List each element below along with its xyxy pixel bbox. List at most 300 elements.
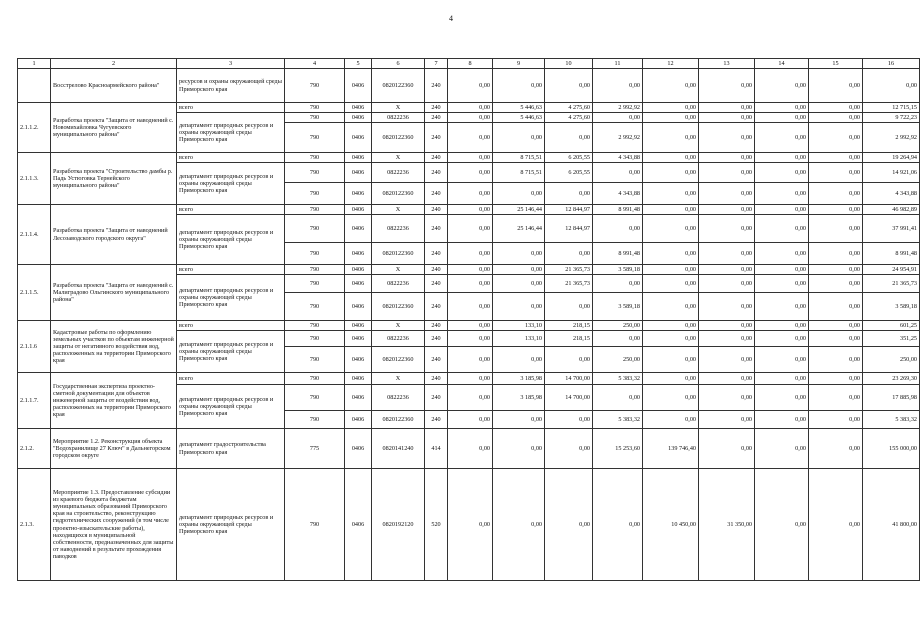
section-code-cell: 0406 xyxy=(345,429,372,469)
table-row xyxy=(18,153,920,163)
amount-cell: 5 446,63 xyxy=(493,103,545,113)
table-row xyxy=(18,373,920,385)
column-number: 16 xyxy=(863,59,920,69)
amount-cell: 0,00 xyxy=(809,113,863,123)
admin-code-cell: 790 xyxy=(285,469,345,581)
amount-cell: 8 715,51 xyxy=(493,163,545,183)
total-label-cell: всего xyxy=(177,265,285,275)
amount-cell: 0,00 xyxy=(643,215,699,243)
section-code-cell: 0406 xyxy=(345,347,372,373)
admin-code-cell: 775 xyxy=(285,429,345,469)
item-code-cell: 2.1.1.3. xyxy=(18,153,51,205)
expense-type-cell: 240 xyxy=(425,183,448,205)
amount-cell: 5 383,32 xyxy=(593,373,643,385)
amount-cell: 0,00 xyxy=(755,163,809,183)
amount-cell: 0,00 xyxy=(809,373,863,385)
amount-cell: 0,00 xyxy=(699,275,755,293)
item-code-cell xyxy=(18,69,51,103)
target-code-cell: 0820122360 xyxy=(372,183,425,205)
target-code-cell: 0820122360 xyxy=(372,411,425,429)
amount-cell: 37 991,41 xyxy=(863,215,920,243)
amount-cell: 0,00 xyxy=(643,113,699,123)
item-name-cell: Мероприятие 1.3. Предоставление субсидии из краевого бюджета бюджетам муниципальных образований Приморского края на строительство, реконструкцию гидротехнических сооружений (в том числе проектно-изыскательские работы), находящихся в муниципальной собственности, предназначенных для защиты от наводнений в результате прохождения паводков xyxy=(51,469,177,581)
amount-cell: 0,00 xyxy=(755,321,809,331)
amount-cell: 0,00 xyxy=(755,429,809,469)
section-code-cell: 0406 xyxy=(345,103,372,113)
amount-cell: 0,00 xyxy=(809,411,863,429)
amount-cell: 0,00 xyxy=(593,113,643,123)
amount-cell: 14 700,00 xyxy=(545,373,593,385)
amount-cell: 0,00 xyxy=(448,275,493,293)
table-row xyxy=(18,205,920,215)
amount-cell: 4 343,88 xyxy=(593,183,643,205)
amount-cell: 8 991,48 xyxy=(863,243,920,265)
amount-cell: 218,15 xyxy=(545,321,593,331)
admin-code-cell: 790 xyxy=(285,113,345,123)
admin-code-cell: 790 xyxy=(285,103,345,113)
amount-cell: 0,00 xyxy=(809,69,863,103)
item-name-cell: Разработка проекта "Защита от наводнений с. Малиградово Ольгинского муниципального района" xyxy=(51,265,177,321)
amount-cell: 0,00 xyxy=(545,411,593,429)
amount-cell: 0,00 xyxy=(493,469,545,581)
amount-cell: 3 589,18 xyxy=(593,293,643,321)
admin-code-cell: 790 xyxy=(285,183,345,205)
amount-cell: 8 715,51 xyxy=(493,153,545,163)
amount-cell: 0,00 xyxy=(493,243,545,265)
amount-cell: 0,00 xyxy=(755,411,809,429)
budget-table xyxy=(17,58,920,581)
amount-cell: 0,00 xyxy=(755,205,809,215)
amount-cell: 0,00 xyxy=(699,215,755,243)
section-code-cell: 0406 xyxy=(345,265,372,275)
amount-cell: 0,00 xyxy=(493,347,545,373)
amount-cell: 250,00 xyxy=(593,321,643,331)
amount-cell: 0,00 xyxy=(593,385,643,411)
target-code-cell: 0822236 xyxy=(372,215,425,243)
target-code-cell: 0820192120 xyxy=(372,469,425,581)
expense-type-cell: 240 xyxy=(425,373,448,385)
amount-cell: 0,00 xyxy=(545,347,593,373)
target-code-cell: 0820122360 xyxy=(372,69,425,103)
amount-cell: 5 383,32 xyxy=(863,411,920,429)
admin-code-cell: 790 xyxy=(285,385,345,411)
target-code-cell: X xyxy=(372,373,425,385)
admin-code-cell: 790 xyxy=(285,373,345,385)
section-code-cell: 0406 xyxy=(345,215,372,243)
section-code-cell: 0406 xyxy=(345,69,372,103)
amount-cell: 0,00 xyxy=(545,469,593,581)
amount-cell: 0,00 xyxy=(643,347,699,373)
column-number: 12 xyxy=(643,59,699,69)
amount-cell: 0,00 xyxy=(643,153,699,163)
amount-cell: 0,00 xyxy=(448,215,493,243)
column-number: 6 xyxy=(372,59,425,69)
expense-type-cell: 240 xyxy=(425,205,448,215)
total-label-cell: всего xyxy=(177,373,285,385)
column-number: 8 xyxy=(448,59,493,69)
amount-cell: 0,00 xyxy=(755,113,809,123)
admin-code-cell: 790 xyxy=(285,123,345,153)
target-code-cell: 0822236 xyxy=(372,275,425,293)
item-name-cell: Восстрелово Красноармейского района" xyxy=(51,69,177,103)
total-label-cell: всего xyxy=(177,153,285,163)
executor-cell: ресурсов и охраны окружающей среды Приморского края xyxy=(177,69,285,103)
amount-cell: 0,00 xyxy=(755,215,809,243)
amount-cell: 0,00 xyxy=(493,275,545,293)
expense-type-cell: 240 xyxy=(425,113,448,123)
amount-cell: 46 982,89 xyxy=(863,205,920,215)
expense-type-cell: 240 xyxy=(425,347,448,373)
admin-code-cell: 790 xyxy=(285,321,345,331)
section-code-cell: 0406 xyxy=(345,275,372,293)
expense-type-cell: 240 xyxy=(425,331,448,347)
amount-cell: 0,00 xyxy=(643,69,699,103)
amount-cell: 0,00 xyxy=(809,215,863,243)
column-number: 15 xyxy=(809,59,863,69)
amount-cell: 0,00 xyxy=(699,69,755,103)
target-code-cell: X xyxy=(372,205,425,215)
target-code-cell: 0820141240 xyxy=(372,429,425,469)
section-code-cell: 0406 xyxy=(345,123,372,153)
executor-cell: департамент природных ресурсов и охраны окружающей среды Приморского края xyxy=(177,275,285,321)
amount-cell: 0,00 xyxy=(699,293,755,321)
amount-cell: 3 589,18 xyxy=(863,293,920,321)
amount-cell: 4 275,60 xyxy=(545,113,593,123)
expense-type-cell: 240 xyxy=(425,321,448,331)
amount-cell: 250,00 xyxy=(863,347,920,373)
amount-cell: 0,00 xyxy=(643,205,699,215)
item-name-cell: Мероприятие 1.2. Реконструкция объекта "Водохранилище 27 Ключ" в Дальнегорском городском округе xyxy=(51,429,177,469)
amount-cell: 0,00 xyxy=(593,69,643,103)
target-code-cell: X xyxy=(372,321,425,331)
column-number-row xyxy=(18,59,920,69)
amount-cell: 0,00 xyxy=(643,183,699,205)
admin-code-cell: 790 xyxy=(285,411,345,429)
executor-cell: департамент природных ресурсов и охраны окружающей среды Приморского края xyxy=(177,163,285,205)
amount-cell: 4 343,88 xyxy=(593,153,643,163)
admin-code-cell: 790 xyxy=(285,69,345,103)
amount-cell: 0,00 xyxy=(699,321,755,331)
target-code-cell: 0822236 xyxy=(372,331,425,347)
column-number: 10 xyxy=(545,59,593,69)
amount-cell: 10 450,00 xyxy=(643,469,699,581)
amount-cell: 0,00 xyxy=(809,123,863,153)
amount-cell: 0,00 xyxy=(493,265,545,275)
amount-cell: 6 205,55 xyxy=(545,153,593,163)
amount-cell: 0,00 xyxy=(643,293,699,321)
amount-cell: 0,00 xyxy=(493,69,545,103)
admin-code-cell: 790 xyxy=(285,205,345,215)
amount-cell: 21 365,73 xyxy=(863,275,920,293)
amount-cell: 12 844,97 xyxy=(545,215,593,243)
amount-cell: 0,00 xyxy=(643,321,699,331)
amount-cell: 0,00 xyxy=(699,385,755,411)
amount-cell: 0,00 xyxy=(755,69,809,103)
amount-cell: 23 269,30 xyxy=(863,373,920,385)
amount-cell: 0,00 xyxy=(545,429,593,469)
amount-cell: 0,00 xyxy=(593,275,643,293)
amount-cell: 25 146,44 xyxy=(493,205,545,215)
section-code-cell: 0406 xyxy=(345,321,372,331)
item-code-cell: 2.1.1.6 xyxy=(18,321,51,373)
column-number: 5 xyxy=(345,59,372,69)
admin-code-cell: 790 xyxy=(285,347,345,373)
admin-code-cell: 790 xyxy=(285,243,345,265)
amount-cell: 0,00 xyxy=(755,103,809,113)
amount-cell: 0,00 xyxy=(593,215,643,243)
amount-cell: 19 264,94 xyxy=(863,153,920,163)
amount-cell: 0,00 xyxy=(699,113,755,123)
section-code-cell: 0406 xyxy=(345,331,372,347)
amount-cell: 0,00 xyxy=(699,153,755,163)
amount-cell: 0,00 xyxy=(809,347,863,373)
amount-cell: 24 954,91 xyxy=(863,265,920,275)
target-code-cell: 0822236 xyxy=(372,163,425,183)
amount-cell: 0,00 xyxy=(593,469,643,581)
expense-type-cell: 414 xyxy=(425,429,448,469)
total-label-cell: всего xyxy=(177,321,285,331)
amount-cell: 155 000,00 xyxy=(863,429,920,469)
amount-cell: 0,00 xyxy=(643,163,699,183)
section-code-cell: 0406 xyxy=(345,411,372,429)
amount-cell: 0,00 xyxy=(643,411,699,429)
executor-cell: департамент природных ресурсов и охраны окружающей среды Приморского края xyxy=(177,215,285,265)
amount-cell: 12 844,97 xyxy=(545,205,593,215)
amount-cell: 0,00 xyxy=(448,113,493,123)
amount-cell: 12 715,15 xyxy=(863,103,920,113)
amount-cell: 21 365,73 xyxy=(545,265,593,275)
amount-cell: 0,00 xyxy=(755,183,809,205)
target-code-cell: 0822236 xyxy=(372,385,425,411)
expense-type-cell: 520 xyxy=(425,469,448,581)
total-label-cell: всего xyxy=(177,103,285,113)
amount-cell: 0,00 xyxy=(755,331,809,347)
amount-cell: 0,00 xyxy=(809,163,863,183)
amount-cell: 0,00 xyxy=(755,265,809,275)
admin-code-cell: 790 xyxy=(285,215,345,243)
amount-cell: 0,00 xyxy=(699,265,755,275)
executor-cell: департамент градостроительства Приморского края xyxy=(177,429,285,469)
admin-code-cell: 790 xyxy=(285,293,345,321)
column-number: 7 xyxy=(425,59,448,69)
amount-cell: 0,00 xyxy=(809,429,863,469)
amount-cell: 0,00 xyxy=(643,373,699,385)
section-code-cell: 0406 xyxy=(345,113,372,123)
amount-cell: 0,00 xyxy=(448,103,493,113)
amount-cell: 0,00 xyxy=(809,205,863,215)
amount-cell: 0,00 xyxy=(699,331,755,347)
amount-cell: 0,00 xyxy=(643,265,699,275)
amount-cell: 0,00 xyxy=(699,123,755,153)
amount-cell: 0,00 xyxy=(863,69,920,103)
amount-cell: 8 991,48 xyxy=(593,243,643,265)
amount-cell: 0,00 xyxy=(699,163,755,183)
amount-cell: 0,00 xyxy=(448,321,493,331)
amount-cell: 0,00 xyxy=(545,69,593,103)
amount-cell: 0,00 xyxy=(755,373,809,385)
section-code-cell: 0406 xyxy=(345,373,372,385)
column-number: 11 xyxy=(593,59,643,69)
section-code-cell: 0406 xyxy=(345,243,372,265)
expense-type-cell: 240 xyxy=(425,265,448,275)
column-number: 14 xyxy=(755,59,809,69)
amount-cell: 0,00 xyxy=(699,373,755,385)
total-label-cell: всего xyxy=(177,205,285,215)
amount-cell: 139 746,40 xyxy=(643,429,699,469)
expense-type-cell: 240 xyxy=(425,385,448,411)
amount-cell: 218,15 xyxy=(545,331,593,347)
item-name-cell: Разработка проекта "Защита от наводнений с. Новомихайловка Чугуевского муниципального района" xyxy=(51,103,177,153)
amount-cell: 0,00 xyxy=(755,153,809,163)
executor-cell: департамент природных ресурсов и охраны окружающей среды Приморского края xyxy=(177,331,285,373)
amount-cell: 0,00 xyxy=(493,183,545,205)
amount-cell: 5 383,32 xyxy=(593,411,643,429)
amount-cell: 25 146,44 xyxy=(493,215,545,243)
item-code-cell: 2.1.1.2. xyxy=(18,103,51,153)
amount-cell: 0,00 xyxy=(643,123,699,153)
amount-cell: 21 365,73 xyxy=(545,275,593,293)
amount-cell: 0,00 xyxy=(699,205,755,215)
page-number: 4 xyxy=(449,14,453,23)
amount-cell: 3 185,98 xyxy=(493,385,545,411)
column-number: 9 xyxy=(493,59,545,69)
amount-cell: 0,00 xyxy=(545,293,593,321)
amount-cell: 0,00 xyxy=(809,103,863,113)
amount-cell: 2 992,92 xyxy=(863,123,920,153)
amount-cell: 0,00 xyxy=(755,123,809,153)
amount-cell: 0,00 xyxy=(448,293,493,321)
amount-cell: 0,00 xyxy=(809,331,863,347)
column-number: 1 xyxy=(18,59,51,69)
section-code-cell: 0406 xyxy=(345,469,372,581)
expense-type-cell: 240 xyxy=(425,275,448,293)
item-code-cell: 2.1.1.5. xyxy=(18,265,51,321)
amount-cell: 0,00 xyxy=(643,243,699,265)
expense-type-cell: 240 xyxy=(425,243,448,265)
expense-type-cell: 240 xyxy=(425,411,448,429)
amount-cell: 2 992,92 xyxy=(593,123,643,153)
target-code-cell: 0820122360 xyxy=(372,347,425,373)
amount-cell: 9 722,23 xyxy=(863,113,920,123)
amount-cell: 0,00 xyxy=(448,385,493,411)
amount-cell: 0,00 xyxy=(699,347,755,373)
target-code-cell: 0822236 xyxy=(372,113,425,123)
amount-cell: 0,00 xyxy=(809,265,863,275)
amount-cell: 31 350,00 xyxy=(699,469,755,581)
expense-type-cell: 240 xyxy=(425,153,448,163)
table-row xyxy=(18,103,920,113)
column-number: 4 xyxy=(285,59,345,69)
amount-cell: 15 253,60 xyxy=(593,429,643,469)
amount-cell: 0,00 xyxy=(809,183,863,205)
amount-cell: 0,00 xyxy=(699,243,755,265)
amount-cell: 0,00 xyxy=(493,123,545,153)
expense-type-cell: 240 xyxy=(425,293,448,321)
amount-cell: 0,00 xyxy=(493,293,545,321)
amount-cell: 5 446,63 xyxy=(493,113,545,123)
amount-cell: 0,00 xyxy=(493,411,545,429)
amount-cell: 0,00 xyxy=(809,469,863,581)
amount-cell: 0,00 xyxy=(755,347,809,373)
target-code-cell: 0820122360 xyxy=(372,243,425,265)
amount-cell: 0,00 xyxy=(755,469,809,581)
amount-cell: 0,00 xyxy=(643,385,699,411)
amount-cell: 0,00 xyxy=(699,411,755,429)
amount-cell: 0,00 xyxy=(493,429,545,469)
target-code-cell: X xyxy=(372,103,425,113)
amount-cell: 0,00 xyxy=(448,243,493,265)
amount-cell: 0,00 xyxy=(545,243,593,265)
amount-cell: 41 800,00 xyxy=(863,469,920,581)
column-number: 2 xyxy=(51,59,177,69)
amount-cell: 8 991,48 xyxy=(593,205,643,215)
table-row xyxy=(18,321,920,331)
column-number: 13 xyxy=(699,59,755,69)
amount-cell: 0,00 xyxy=(809,385,863,411)
amount-cell: 0,00 xyxy=(448,469,493,581)
item-code-cell: 2.1.1.7. xyxy=(18,373,51,429)
amount-cell: 601,25 xyxy=(863,321,920,331)
target-code-cell: X xyxy=(372,153,425,163)
amount-cell: 0,00 xyxy=(809,321,863,331)
expense-type-cell: 240 xyxy=(425,69,448,103)
amount-cell: 2 992,92 xyxy=(593,103,643,113)
amount-cell: 0,00 xyxy=(448,331,493,347)
item-code-cell: 2.1.3. xyxy=(18,469,51,581)
amount-cell: 0,00 xyxy=(643,331,699,347)
amount-cell: 133,10 xyxy=(493,331,545,347)
expense-type-cell: 240 xyxy=(425,103,448,113)
item-name-cell: Разработка проекта "Строительство дамбы р. Падь Устюговка Тернейского муниципального района" xyxy=(51,153,177,205)
expense-type-cell: 240 xyxy=(425,163,448,183)
amount-cell: 3 589,18 xyxy=(593,265,643,275)
amount-cell: 0,00 xyxy=(448,411,493,429)
amount-cell: 0,00 xyxy=(809,153,863,163)
amount-cell: 0,00 xyxy=(699,429,755,469)
admin-code-cell: 790 xyxy=(285,153,345,163)
amount-cell: 0,00 xyxy=(545,183,593,205)
amount-cell: 0,00 xyxy=(699,183,755,205)
amount-cell: 0,00 xyxy=(448,429,493,469)
target-code-cell: X xyxy=(372,265,425,275)
section-code-cell: 0406 xyxy=(345,293,372,321)
admin-code-cell: 790 xyxy=(285,163,345,183)
column-number: 3 xyxy=(177,59,285,69)
amount-cell: 3 185,98 xyxy=(493,373,545,385)
item-code-cell: 2.1.1.4. xyxy=(18,205,51,265)
amount-cell: 0,00 xyxy=(448,183,493,205)
amount-cell: 0,00 xyxy=(809,243,863,265)
amount-cell: 0,00 xyxy=(809,275,863,293)
amount-cell: 0,00 xyxy=(755,243,809,265)
section-code-cell: 0406 xyxy=(345,163,372,183)
amount-cell: 0,00 xyxy=(699,103,755,113)
amount-cell: 351,25 xyxy=(863,331,920,347)
admin-code-cell: 790 xyxy=(285,331,345,347)
table-row xyxy=(18,265,920,275)
amount-cell: 14 700,00 xyxy=(545,385,593,411)
target-code-cell: 0820122360 xyxy=(372,293,425,321)
amount-cell: 0,00 xyxy=(448,163,493,183)
section-code-cell: 0406 xyxy=(345,153,372,163)
section-code-cell: 0406 xyxy=(345,205,372,215)
item-name-cell: Разработка проекта "Защита от наводнений Лесозаводского городского округа" xyxy=(51,205,177,265)
amount-cell: 133,10 xyxy=(493,321,545,331)
item-code-cell: 2.1.2. xyxy=(18,429,51,469)
item-name-cell: Государственная экспертиза проектно-сметной документации для объектов инженерной защиты от воздействия вод, расположенных на территории Приморского края xyxy=(51,373,177,429)
amount-cell: 0,00 xyxy=(448,347,493,373)
amount-cell: 0,00 xyxy=(593,331,643,347)
